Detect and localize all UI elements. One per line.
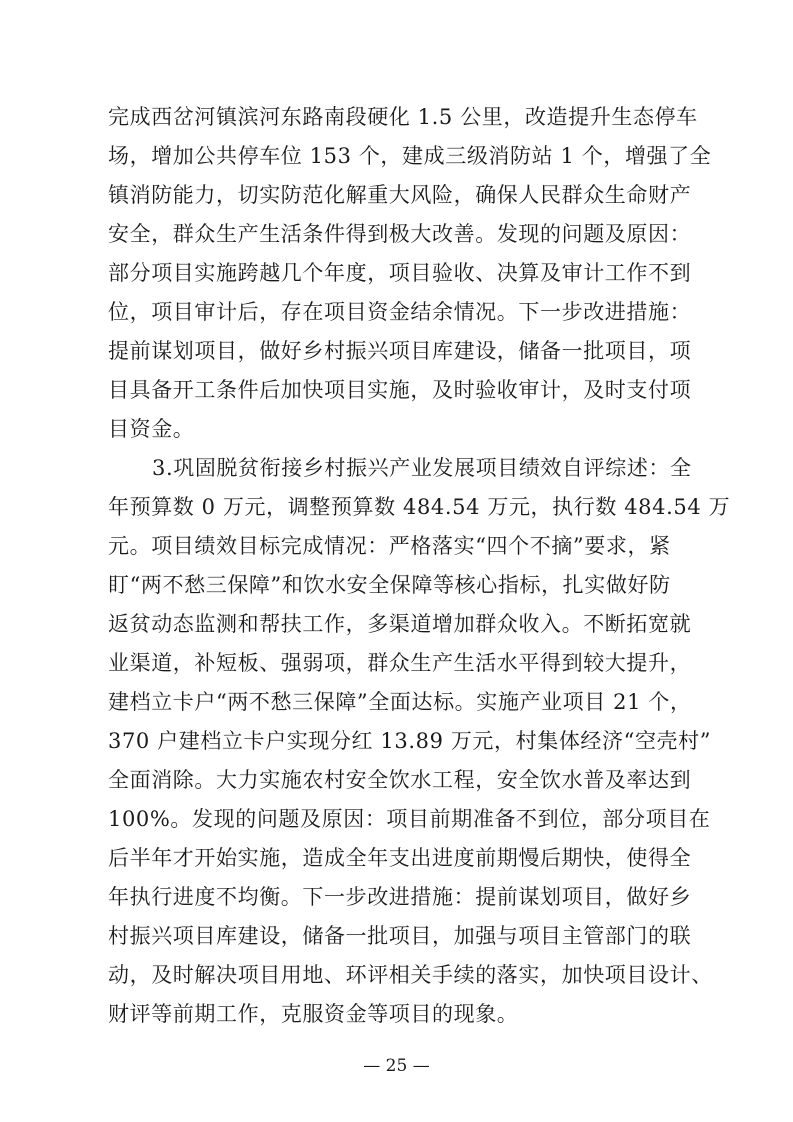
text-line: 安全，群众生产生活条件得到极大改善。发现的问题及原因： — [108, 222, 692, 246]
page-number: — 25 — — [363, 1056, 430, 1076]
text-line: 后半年才开始实施，造成全年支出进度前期慢后期快，使得全 — [108, 846, 692, 870]
text-line: 目具备开工条件后加快项目实施，及时验收审计，及时支付项 — [108, 378, 692, 402]
text-line: 完成西岔河镇滨河东路南段硬化 1.5 公里，改造提升生态停车 — [108, 105, 698, 129]
text-line: 盯“两不愁三保障”和饮水安全保障等核心指标，扎实做好防 — [108, 573, 671, 597]
text-line: 元。项目绩效目标完成情况：严格落实“四个不摘”要求，紧 — [108, 534, 671, 558]
text-line: 返贫动态监测和帮扶工作，多渠道增加群众收入。不断拓宽就 — [108, 612, 692, 636]
text-line: 提前谋划项目，做好乡村振兴项目库建设，储备一批项目，项 — [108, 339, 692, 363]
text-line: 部分项目实施跨越几个年度，项目验收、决算及审计工作不到 — [108, 261, 692, 285]
text-line: 财评等前期工作，克服资金等项目的现象。 — [108, 1002, 519, 1026]
text-line: 位，项目审计后，存在项目资金结余情况。下一步改进措施： — [108, 300, 692, 324]
text-line: 镇消防能力，切实防范化解重大风险，确保人民群众生命财产 — [108, 183, 692, 207]
text-line: 场，增加公共停车位 153 个，建成三级消防站 1 个，增强了全 — [108, 144, 712, 168]
text-line: 年执行进度不均衡。下一步改进措施：提前谋划项目，做好乡 — [108, 885, 692, 909]
text-line: 370 户建档立卡户实现分红 13.89 万元，村集体经济“空壳村” — [108, 729, 712, 753]
text-line: 年预算数 0 万元，调整预算数 484.54 万元，执行数 484.54 万 — [108, 495, 731, 519]
text-line: 业渠道，补短板、强弱项，群众生产生活水平得到较大提升， — [108, 651, 692, 675]
text-line: 100%。发现的问题及原因：项目前期准备不到位，部分项目在 — [108, 807, 711, 831]
section-heading-line: 3.巩固脱贫衔接乡村振兴产业发展项目绩效自评综述：全 — [152, 456, 692, 480]
text-line: 动，及时解决项目用地、环评相关手续的落实，加快项目设计、 — [108, 963, 713, 987]
text-line: 村振兴项目库建设，储备一批项目，加强与项目主管部门的联 — [108, 924, 692, 948]
text-line: 建档立卡户“两不愁三保障”全面达标。实施产业项目 21 个， — [108, 690, 692, 714]
text-line: 目资金。 — [108, 417, 195, 441]
text-line: 全面消除。大力实施农村安全饮水工程，安全饮水普及率达到 — [108, 768, 692, 792]
